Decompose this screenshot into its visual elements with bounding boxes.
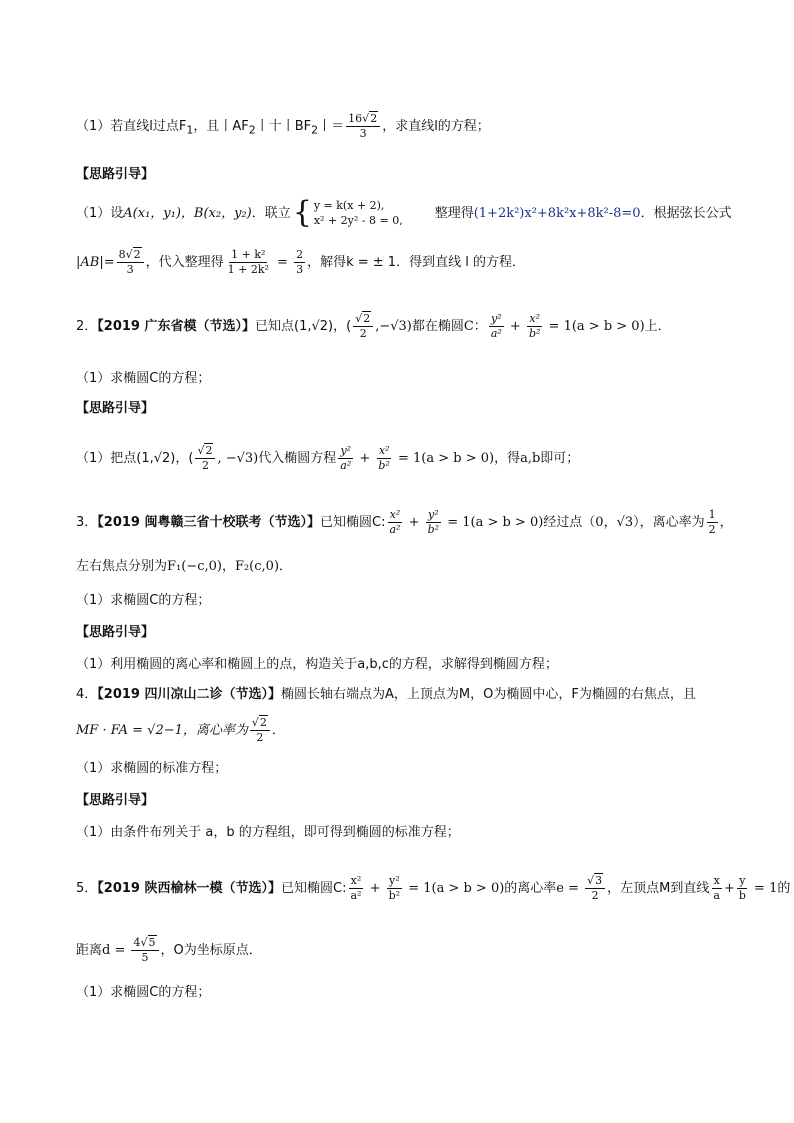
- numerator: x: [713, 874, 720, 887]
- denominator: 3: [359, 126, 367, 140]
- denominator: 2: [708, 522, 716, 536]
- text: 已知点(1,√2)，(: [255, 318, 352, 334]
- denominator: b: [738, 888, 746, 902]
- subscript: 2: [311, 123, 319, 137]
- numerator: y²: [428, 508, 439, 521]
- heading: 【思路引导】: [76, 793, 155, 808]
- text: 丨十丨BF: [255, 118, 312, 134]
- text: 左右焦点分别为F₁(−c,0)，F₂(c,0)．: [76, 559, 293, 574]
- radicand: 2: [363, 312, 371, 325]
- numerator: x²: [350, 874, 362, 887]
- numerator: 8: [118, 248, 126, 261]
- radicand: 3: [595, 874, 603, 887]
- problem-4: [76, 688, 744, 701]
- heading: 【思路引导】: [76, 167, 155, 182]
- problem-4-question: [76, 762, 744, 775]
- text: （1）把点(1,√2)，(: [76, 450, 194, 466]
- fraction-y2-b2: [426, 508, 441, 537]
- solution-1-line-1: [76, 195, 744, 231]
- solution-1-line-2: [76, 248, 744, 277]
- denominator: 3: [296, 262, 304, 276]
- problem-4-line-2: [76, 716, 744, 745]
- denominator: a²: [389, 522, 401, 536]
- left-brace-icon: {: [292, 195, 312, 231]
- fraction-root2-over-2: $\frac{√2}{2}$: [195, 444, 215, 473]
- problem-5: 5．【2019 陕西榆林一模（节选）】已知椭圆C: $\frac{\text{x²}}{\text{a²}}$ + $\frac{\text{y²}}{\text{b²}}$ = 1(a > b > 0)的离心率e = $\frac{√3}{2}$ ，左顶点M到直线 $\frac{x}{a}$ + $\frac{y}{b}$ = 1的: [76, 874, 791, 902]
- numerator: x²: [389, 508, 401, 521]
- problem-2: [76, 312, 744, 341]
- text: 椭圆长轴右端点为A，上顶点为M，O为椭圆中心，F为椭圆的右焦点，且: [281, 687, 696, 702]
- equation: (1+2k²)x²+8k²x+8k²-8=0: [473, 205, 641, 221]
- problem-3-foci: [76, 560, 744, 573]
- text: ，求直线l的方程；: [382, 118, 490, 134]
- text: （1）求椭圆的标准方程；: [76, 761, 228, 776]
- text: ，左顶点M到直线: [607, 880, 710, 896]
- problem-3: [76, 508, 744, 537]
- plus: +: [404, 514, 424, 530]
- text: ,−√3)都在椭圆C：: [375, 318, 487, 334]
- source-tag: 【2019 四川凉山二诊（节选）】: [97, 687, 281, 702]
- denominator: 2: [591, 888, 599, 902]
- fraction-y2-b2: [387, 874, 402, 903]
- numerator: 2: [296, 248, 304, 261]
- denominator: a²: [340, 458, 352, 472]
- plus: +: [505, 318, 525, 334]
- denominator: b²: [427, 522, 440, 536]
- denominator: b²: [378, 458, 390, 472]
- numerator: 16: [348, 112, 363, 125]
- plus: +: [355, 450, 375, 466]
- heading: 【思路引导】: [76, 401, 155, 416]
- problem-number: 4．: [76, 687, 98, 702]
- system-row-1: y = k(x + 2),: [313, 199, 385, 212]
- fraction-x2-b2: [527, 312, 542, 341]
- radicand: 2: [205, 444, 213, 457]
- problem-5-question: [76, 986, 744, 999]
- denominator: b²: [388, 888, 401, 902]
- text: 距离d =: [76, 942, 130, 958]
- fraction-16-root2-over-3: [346, 112, 380, 141]
- text: ，解得k = ± 1．得到直线 l 的方程．: [307, 254, 525, 270]
- guide-heading-2: [76, 402, 744, 415]
- numerator: y²: [389, 874, 400, 887]
- system-row-2: x² + 2y² - 8 = 0,: [313, 214, 403, 228]
- fraction-root2-over-2: $\frac{√2}{2}$: [353, 312, 373, 341]
- text: （1）由条件布列关于 a，b 的方程组，即可得到椭圆的标准方程；: [76, 825, 460, 840]
- problem-number: 5．: [76, 880, 98, 896]
- plus: +: [365, 880, 385, 896]
- solution-4: [76, 826, 744, 839]
- text: = 1(a > b > 0)，得a,b即可；: [393, 450, 580, 466]
- radicand: 2: [133, 248, 141, 261]
- text: （1）求椭圆C的方程；: [76, 593, 211, 608]
- problem-number: 2．: [76, 318, 98, 334]
- text: ，且丨AF: [193, 118, 249, 134]
- radicand: 5: [148, 936, 156, 949]
- points: A(x₁，y₁)，B(x₂，y₂): [123, 205, 252, 221]
- vector-equation: MF · FA = √2−1，离心率为: [76, 722, 248, 738]
- denominator: a²: [350, 888, 362, 902]
- numerator: 1: [708, 508, 716, 521]
- text: 丨＝: [318, 118, 345, 134]
- text: = 1(a > b > 0)上．: [544, 318, 671, 334]
- numerator: x²: [529, 312, 540, 325]
- fraction-2-over-3: [294, 248, 305, 277]
- denominator: a: [713, 888, 720, 902]
- heading: 【思路引导】: [76, 625, 155, 640]
- radicand: 2: [259, 716, 267, 729]
- denominator: 2: [256, 730, 264, 744]
- numerator: 1 + k²: [231, 248, 266, 261]
- guide-heading-4: [76, 794, 744, 807]
- text: （1）求椭圆C的方程；: [76, 985, 211, 1000]
- numerator: y²: [340, 444, 352, 457]
- solution-3: [76, 658, 744, 671]
- fraction-x2-a2: [387, 508, 402, 537]
- fraction-x-over-a: [711, 874, 722, 903]
- guide-heading-3: [76, 626, 744, 639]
- text: （1）设: [76, 205, 124, 221]
- source-tag: 【2019 广东省模（节选）】: [97, 318, 255, 334]
- guide-heading-1: [76, 168, 744, 181]
- problem-2-question: [76, 372, 744, 385]
- text: ，代入整理得: [145, 254, 224, 270]
- text: 已知椭圆C:: [320, 514, 386, 530]
- text: = 1的: [749, 880, 791, 896]
- subscript: 1: [186, 123, 194, 137]
- fraction-k: [226, 248, 271, 277]
- numerator: x²: [378, 444, 390, 457]
- text: （1）利用椭圆的离心率和椭圆上的点，构造关于a,b,c的方程，求解得到椭圆方程；: [76, 657, 558, 672]
- fraction-4-root5-over-5: $\frac{4√5}{5}$: [131, 936, 158, 965]
- text: （1）求椭圆C的方程；: [76, 371, 211, 386]
- problem-5-line-2: [76, 936, 744, 965]
- equals: =: [272, 254, 293, 270]
- text: ．联立: [251, 205, 291, 221]
- text: 已知椭圆C:: [281, 880, 347, 896]
- equation-system: [292, 195, 403, 231]
- numerator: y²: [490, 312, 502, 325]
- denominator: a²: [490, 326, 502, 340]
- sqrt: √2: [362, 112, 378, 125]
- radicand: 2: [370, 112, 378, 125]
- text: = 1(a > b > 0)的离心率e =: [404, 880, 584, 896]
- denominator: 5: [141, 950, 149, 964]
- denominator: b²: [528, 326, 541, 340]
- text: = 1(a > b > 0)经过点（0，√3），离心率为: [443, 514, 705, 530]
- fraction-1-over-2: [707, 508, 718, 537]
- text: ，O为坐标原点．: [160, 942, 262, 958]
- fraction-x2-b2: [376, 444, 391, 473]
- denominator: 3: [126, 262, 134, 276]
- problem-3-question: [76, 594, 744, 607]
- denominator: 2: [201, 458, 209, 472]
- problem-number: 3．: [76, 514, 98, 530]
- denominator: 2: [359, 326, 367, 340]
- fraction-y-over-b: [737, 874, 748, 903]
- text: |AB|=: [76, 254, 115, 270]
- fraction-8-root2-over-3: $\frac{8√2}{3}$: [117, 248, 144, 277]
- subscript: 2: [248, 123, 256, 137]
- fraction-y2-a2: [489, 312, 504, 341]
- denominator: 1 + 2k²: [227, 262, 269, 276]
- fraction-y2-a2: [338, 444, 353, 473]
- fraction-root2-over-2: $\frac{√2}{2}$: [250, 716, 270, 745]
- text: ．: [271, 722, 285, 738]
- numerator: 4: [133, 936, 141, 949]
- text: , −√3)代入椭圆方程: [217, 450, 337, 466]
- text: 整理得: [434, 205, 474, 221]
- fraction-x2-a2: [348, 874, 363, 903]
- source-tag: 【2019 陕西榆林一模（节选）】: [97, 880, 281, 896]
- numerator: y: [739, 874, 746, 887]
- solution-2: [76, 444, 744, 473]
- text: ．根据弦长公式: [640, 205, 732, 221]
- fraction-root3-over-2: $\frac{√3}{2}$: [585, 874, 605, 903]
- question-1-part-1: [76, 112, 744, 141]
- text: ，: [719, 514, 733, 530]
- text: （1）若直线l过点F: [76, 118, 187, 134]
- source-tag: 【2019 闽粤赣三省十校联考（节选）】: [97, 514, 320, 530]
